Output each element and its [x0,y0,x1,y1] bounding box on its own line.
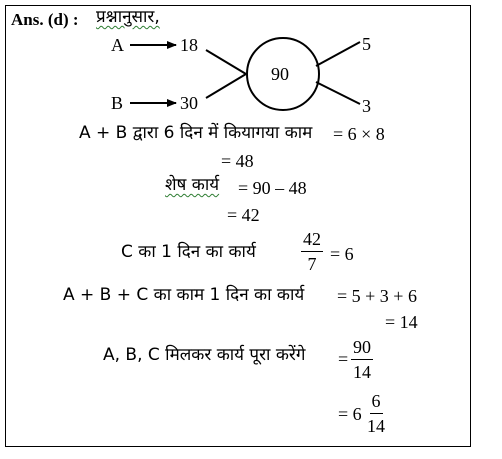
c-fraction-denominator: 7 [307,254,317,274]
mixed-fraction-denominator: 14 [367,416,385,436]
c-fraction [301,230,323,273]
final-label: A, B, C मिलकर कार्य पूरा करेंगे [103,345,306,365]
node-a-value: 18 [180,35,198,55]
c-fraction-numerator: 42 [301,230,323,252]
abc-result: = 14 [385,312,418,332]
final-eq: = [338,349,349,369]
connector-b [206,74,246,98]
node-a-label: A [111,35,124,55]
ab-work-value: = 6 × 8 [333,124,385,144]
abc-value: = 5 + 3 + 6 [337,286,417,306]
answer-intro: प्रश्नानुसार, [96,7,160,27]
connector-a [206,50,246,74]
right-bottom-value: 3 [362,96,371,116]
answer-label: Ans. (d) : [11,10,79,29]
final-fraction [351,338,373,381]
node-b-value: 30 [180,93,198,113]
connector-right-top [316,42,360,66]
ab-work-result: = 48 [221,151,254,171]
abc-label: A + B + C का काम 1 दिन का कार्य [63,285,305,305]
c-result: = 6 [330,244,354,264]
node-b-label: B [111,93,124,113]
connector-right-bottom [316,82,360,104]
remaining-label: शेष कार्य [165,175,220,195]
total-value: 90 [271,64,289,84]
right-top-value: 5 [362,34,371,54]
mixed-eq: = 6 [338,404,362,424]
final-fraction-numerator: 90 [351,338,373,360]
c-one-day-label: C का 1 दिन का कार्य [121,242,256,262]
remaining-result: = 42 [227,205,260,225]
final-fraction-denominator: 14 [353,362,371,382]
ab-work-label: A + B द्वारा 6 दिन में कियागया काम [79,123,313,143]
mixed-fraction [367,392,385,435]
remaining-value: = 90 – 48 [238,178,307,198]
mixed-fraction-numerator: 6 [370,392,383,414]
